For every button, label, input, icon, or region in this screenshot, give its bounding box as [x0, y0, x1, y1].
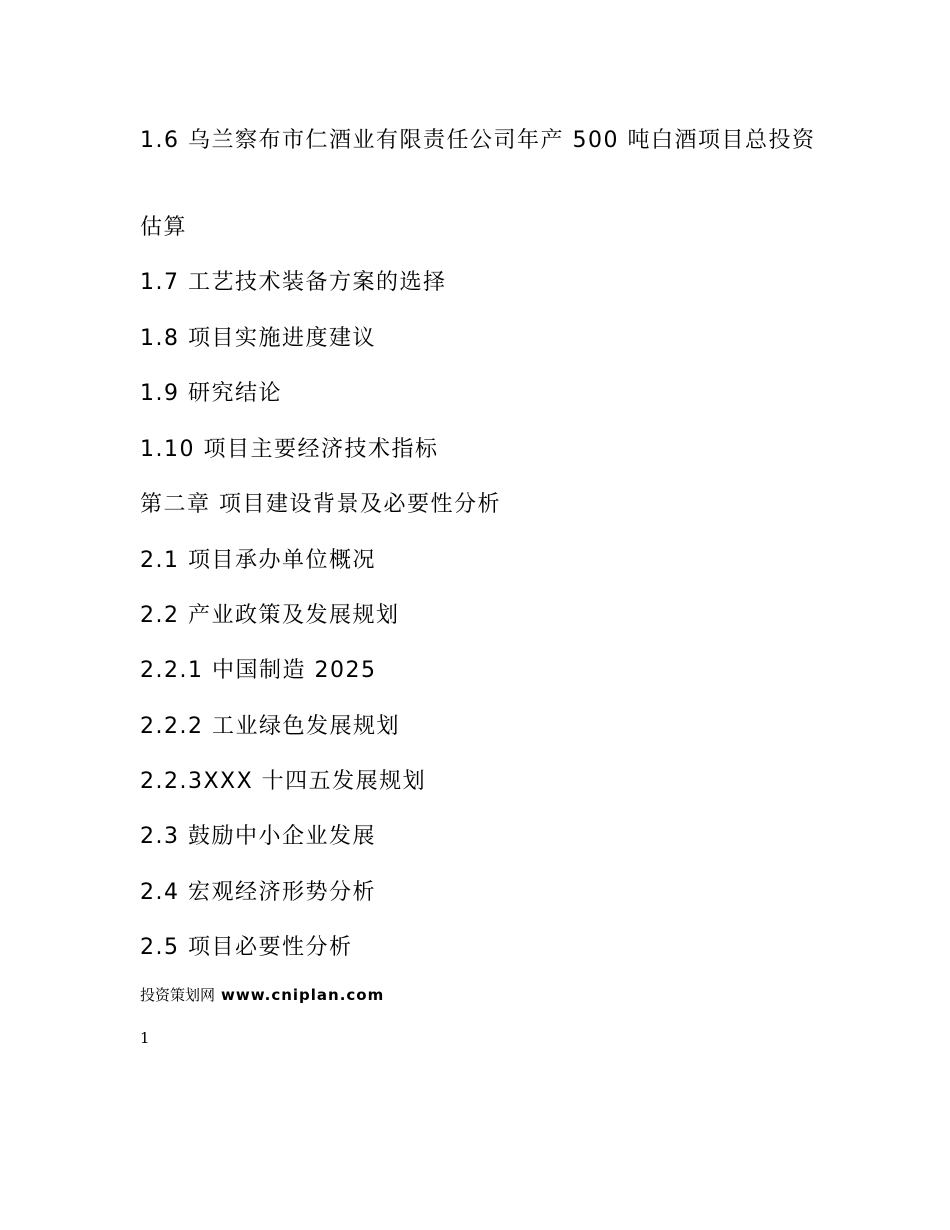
- toc-entry-2-2-2: 2.2.2 工业绿色发展规划: [140, 714, 400, 739]
- toc-entry-1-6: 1.6 乌兰察布市仁酒业有限责任公司年产 500 吨白酒项目总投资: [140, 128, 816, 153]
- toc-entry-1-10: 1.10 项目主要经济技术指标: [140, 437, 439, 462]
- toc-entry-1-9: 1.9 研究结论: [140, 381, 282, 406]
- toc-entry-2-2: 2.2 产业政策及发展规划: [140, 603, 400, 628]
- footer-label: 投资策划网: [140, 986, 216, 1004]
- page-footer: [140, 984, 384, 1005]
- page-number: 1: [140, 1029, 150, 1047]
- footer-site-link[interactable]: www.cniplan.com: [221, 986, 385, 1004]
- toc-entry-2-4: 2.4 宏观经济形势分析: [140, 880, 376, 905]
- toc-entry-chapter-2: 第二章 项目建设背景及必要性分析: [140, 492, 501, 517]
- toc-entry-2-3: 2.3 鼓励中小企业发展: [140, 824, 376, 849]
- toc-entry-2-2-3: 2.2.3XXX 十四五发展规划: [140, 769, 427, 794]
- toc-entry-2-5: 2.5 项目必要性分析: [140, 935, 353, 960]
- toc-entry-1-8: 1.8 项目实施进度建议: [140, 326, 376, 351]
- toc-entry-1-7: 1.7 工艺技术装备方案的选择: [140, 270, 447, 295]
- toc-entry-2-1: 2.1 项目承办单位概况: [140, 548, 376, 573]
- toc-entry-estimate: 估算: [140, 215, 188, 240]
- toc-entry-2-2-1: 2.2.1 中国制造 2025: [140, 658, 377, 683]
